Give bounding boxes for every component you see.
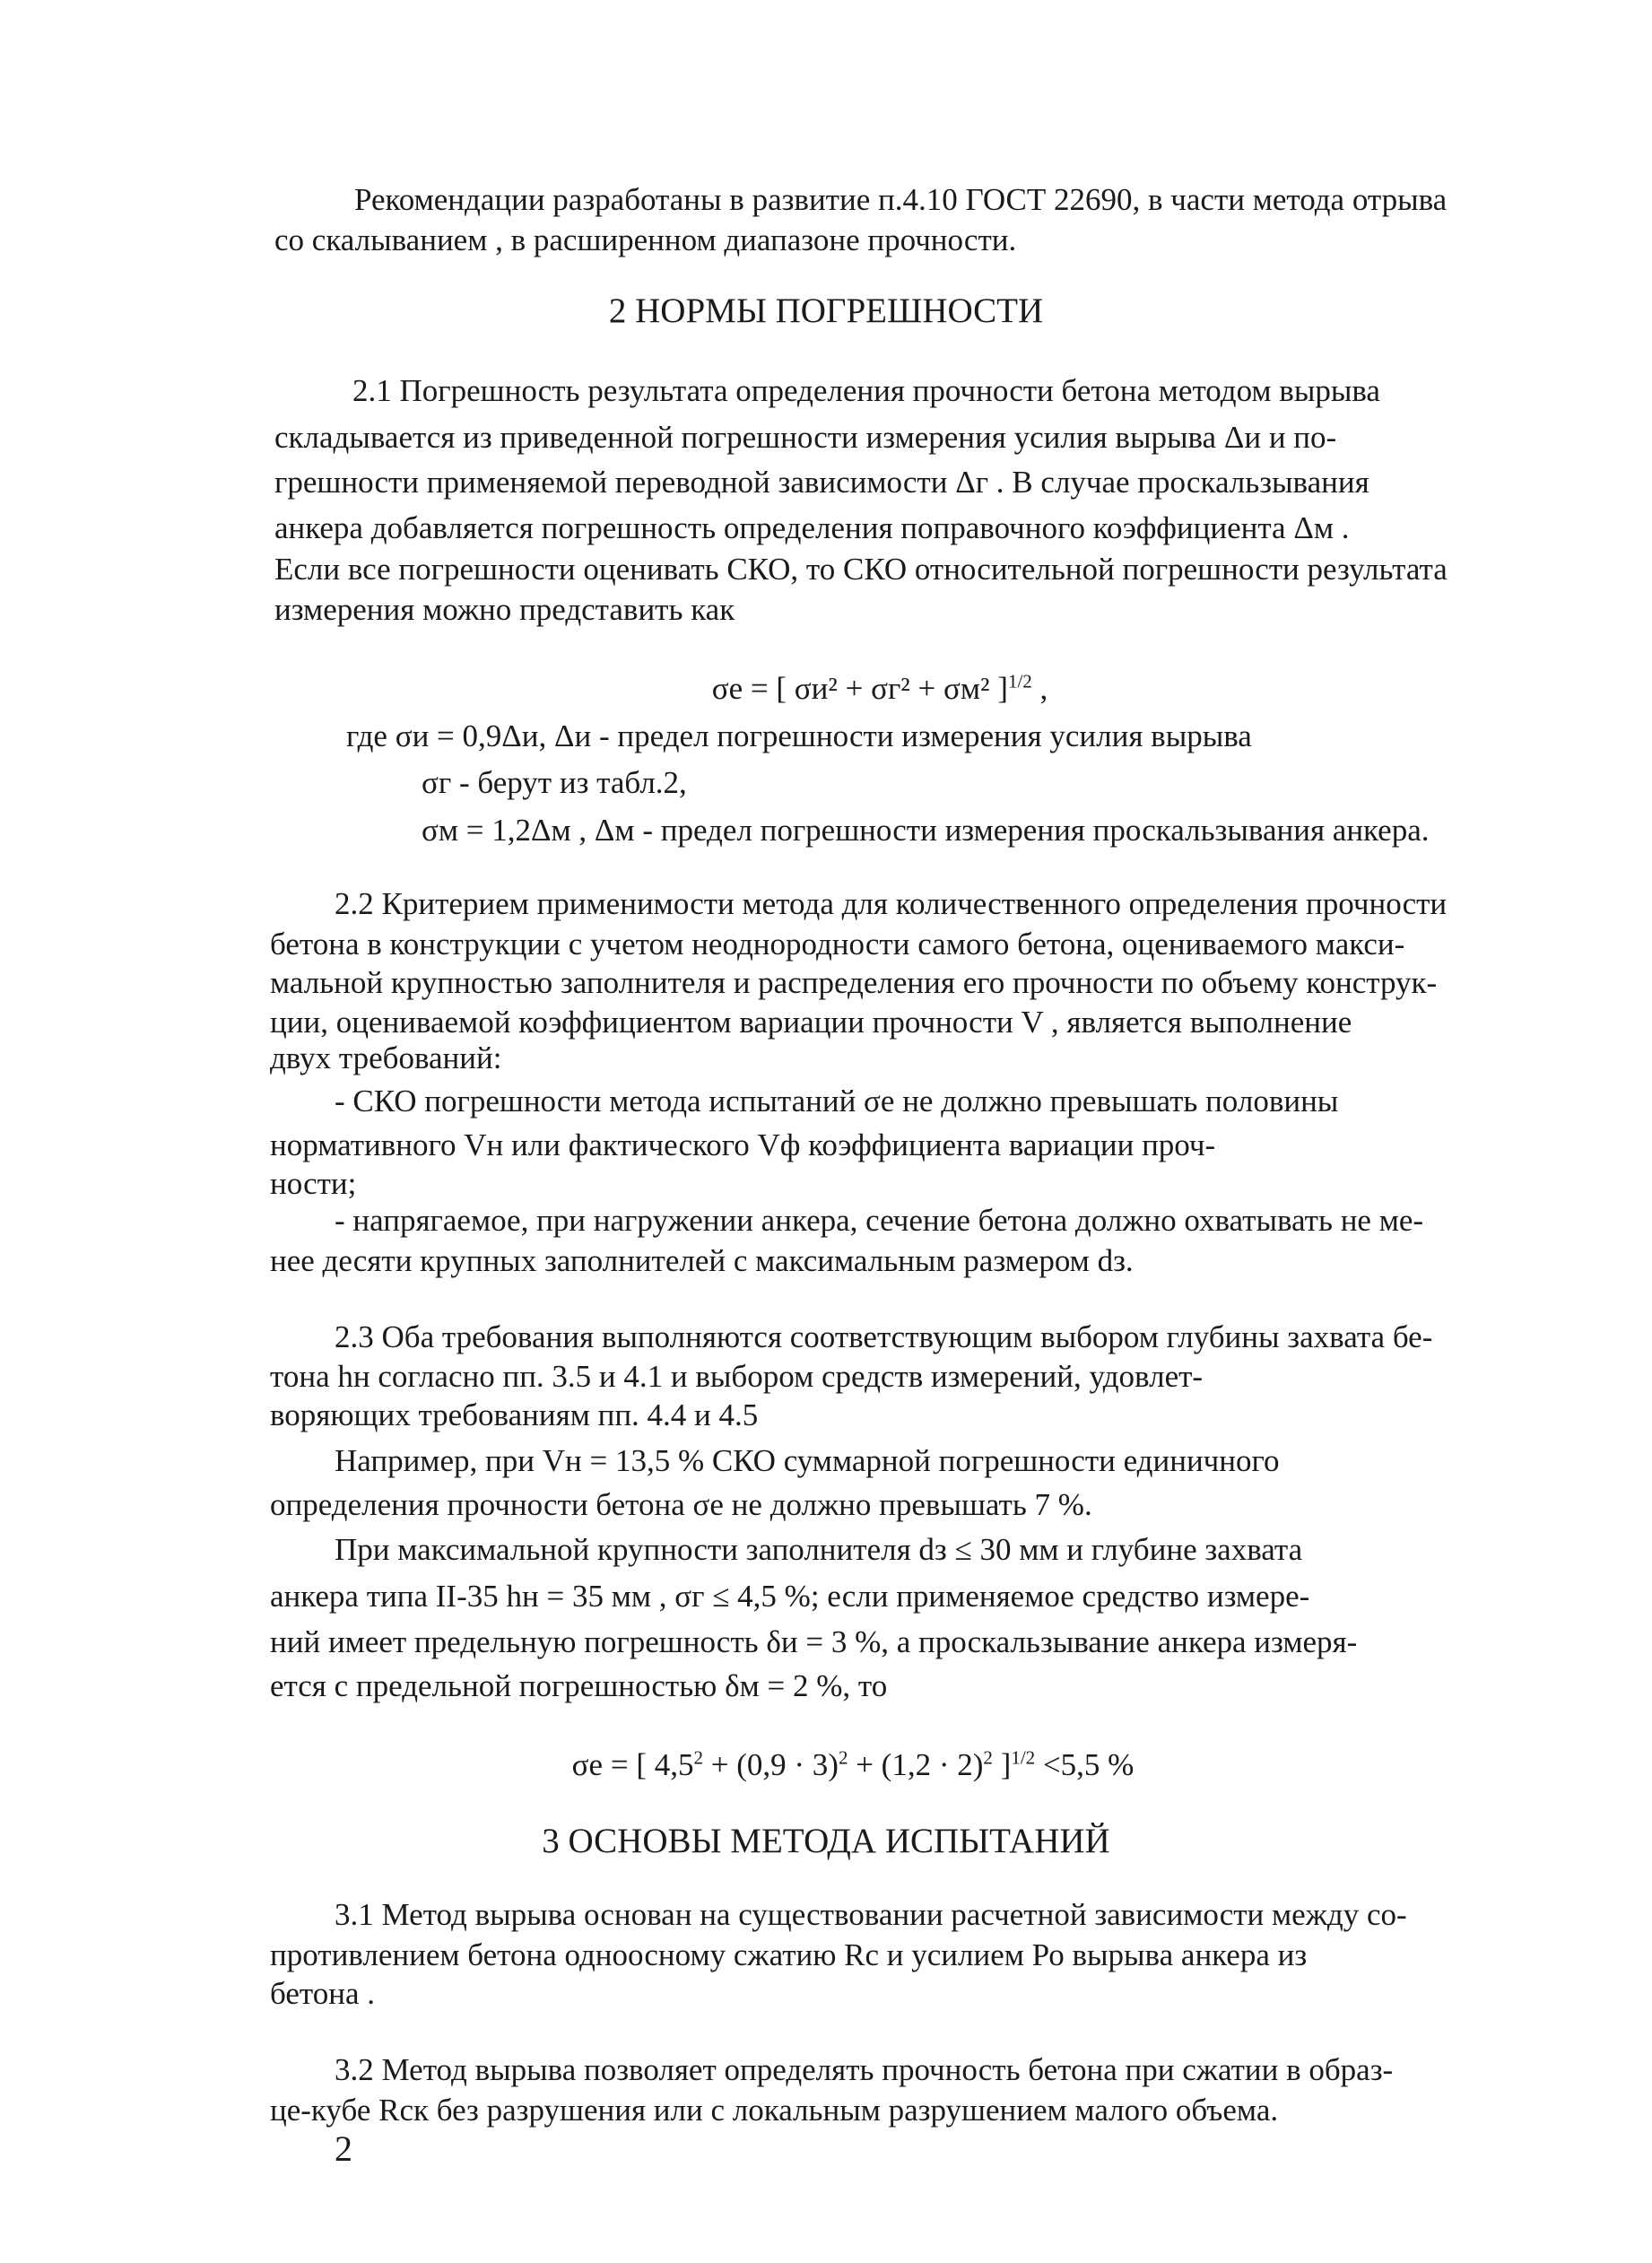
formula-2-part-3: + (1,2 · 2) <box>848 1747 984 1782</box>
section-2-heading: 2 НОРМЫ ПОГРЕШНОСТИ <box>608 292 1044 330</box>
formula-sigma-e-example <box>0 1745 1652 1786</box>
p23-line-8: ний имеет предельную погрешность δи = 3 %, а проскальзывание анкера измеря- <box>270 1624 1358 1659</box>
p22-line-4: ции, оцениваемой коэффициентом вариации прочности V , является выполнение <box>270 1005 1352 1040</box>
p21-line-4: анкера добавляется погрешность определения поправочного коэффициента Δм . <box>274 510 1350 545</box>
p23-line-4: Например, при Vн = 13,5 % СКО суммарной погрешности единичного <box>335 1443 1280 1478</box>
formula-2-part-4: ] <box>992 1747 1012 1782</box>
p23-line-3: воряющих требованиям пп. 4.4 и 4.5 <box>270 1397 759 1432</box>
p31-line-2: противлением бетона одноосному сжатию Rс и усилием Ро вырыва анкера из <box>270 1937 1308 1972</box>
p21-line-5: Если все погрешности оценивать СКО, то СКО относительной погрешности результата <box>274 552 1448 587</box>
formula-1-tail: , <box>1031 671 1048 706</box>
p23-line-5: определения прочности бетона σе не должно превышать 7 %. <box>270 1487 1092 1522</box>
p21-line-1: 2.1 Погрешность результата определения прочности бетона методом вырыва <box>352 373 1380 408</box>
formula-2-part-2: + (0,9 · 3) <box>702 1747 839 1782</box>
p23-line-1: 2.3 Оба требования выполняются соответствующим выбором глубины захвата бе- <box>335 1319 1433 1354</box>
p32-line-1: 3.2 Метод вырыва позволяет определять прочность бетона при сжатии в образ- <box>335 2052 1394 2087</box>
where-line-1: где σи = 0,9Δи, Δи - предел погрешности измерения усилия вырыва <box>346 718 1252 753</box>
p31-line-1: 3.1 Метод вырыва основан на существовании расчетной зависимости между со- <box>335 1897 1407 1932</box>
intro-line-1: Рекомендации разработаны в развитие п.4.10 ГОСТ 22690, в части метода отрыва <box>354 182 1448 217</box>
p23-line-9: ется с предельной погрешностью δм = 2 %, то <box>270 1668 888 1703</box>
p21-line-6: измерения можно представить как <box>274 592 735 627</box>
where-line-2: σг - берут из табл.2, <box>422 765 687 800</box>
p32-line-2: це-кубе Rск без разрушения или с локальным разрушением малого объема. <box>270 2093 1279 2128</box>
intro-line-2: со скалыванием , в расширенном диапазоне прочности. <box>274 222 1017 257</box>
p22-line-5: двух требований: <box>270 1040 502 1075</box>
formula-2-part-5: <5,5 % <box>1035 1747 1135 1782</box>
formula-2-sup-1: 2 <box>693 1746 703 1769</box>
formula-2-sup-3: 2 <box>983 1746 993 1769</box>
formula-sigma-e <box>0 668 1652 709</box>
p23-line-2: тона hн согласно пп. 3.5 и 4.1 и выбором средств измерений, удовлет- <box>270 1359 1204 1394</box>
p22-line-2: бетона в конструкции с учетом неоднородности самого бетона, оцениваемого макси- <box>270 927 1405 962</box>
p23-line-7: анкера типа II-35 hн = 35 мм , σг ≤ 4,5 %; если применяемое средство измере- <box>270 1579 1310 1614</box>
p21-line-3: грешности применяемой переводной зависимости Δг . В случае проскальзывания <box>274 465 1369 500</box>
p22-line-9: - напрягаемое, при нагружении анкера, сечение бетона должно охватывать не ме- <box>335 1203 1424 1238</box>
formula-2-sup-4: 1/2 <box>1011 1746 1036 1769</box>
p22-line-6: - СКО погрешности метода испытаний σе не должно превышать половины <box>335 1084 1339 1118</box>
formula-2-part-1: σе = [ 4,5 <box>571 1747 694 1782</box>
p22-line-8: ности; <box>270 1166 357 1201</box>
formula-1-exponent: 1/2 <box>1007 670 1032 692</box>
p22-line-10: нее десяти крупных заполнителей с максимальным размером dз. <box>270 1243 1134 1278</box>
formula-1-main: σе = [ σи² + σг² + σм² ] <box>711 671 1008 706</box>
page-number: 2 <box>335 2128 352 2169</box>
p22-line-3: мальной крупностью заполнителя и распределения его прочности по объему конструк- <box>270 965 1438 1000</box>
where-line-3: σм = 1,2Δм , Δм - предел погрешности измерения проскальзывания анкера. <box>422 813 1430 848</box>
p22-line-7: нормативного Vн или фактического Vф коэффициента вариации проч- <box>270 1127 1216 1162</box>
p31-line-3: бетона . <box>270 1976 375 2011</box>
formula-2-sup-2: 2 <box>838 1746 848 1769</box>
p21-line-2: складывается из приведенной погрешности измерения усилия вырыва Δи и по- <box>274 420 1337 455</box>
p23-line-6: При максимальной крупности заполнителя dз ≤ 30 мм и глубине захвата <box>335 1532 1303 1567</box>
section-3-heading: 3 ОСНОВЫ МЕТОДА ИСПЫТАНИЙ <box>542 1822 1110 1860</box>
p22-line-1: 2.2 Критерием применимости метода для количественного определения прочности <box>335 886 1448 921</box>
